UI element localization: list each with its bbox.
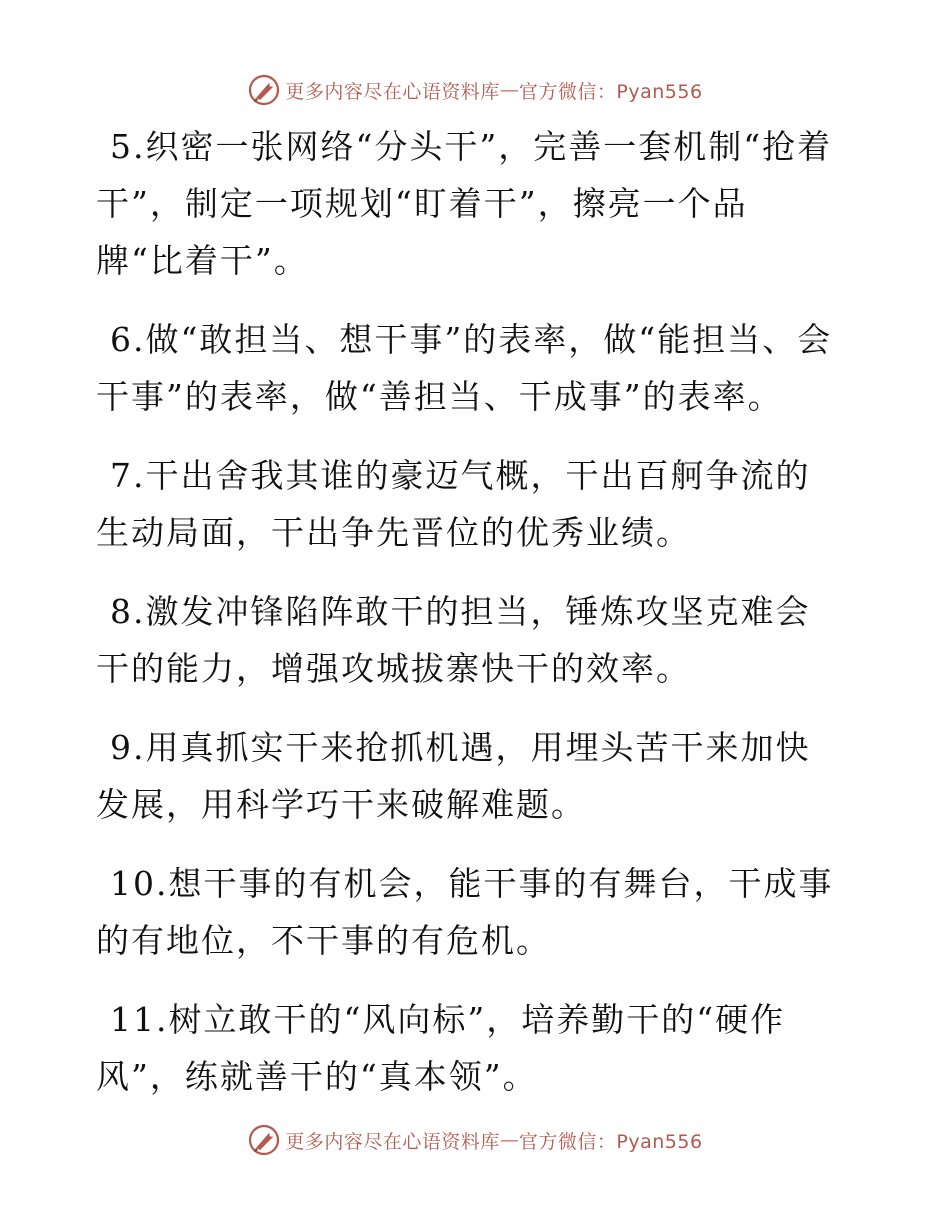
item-number: 7.: [110, 456, 146, 495]
footer-watermark: [0, 1120, 950, 1160]
item-number: 8.: [110, 592, 146, 631]
item-text: 用真抓实干来抢抓机遇，用埋头苦干来加快发展，用科学巧干来破解难题。: [96, 728, 811, 824]
item-number: 10.: [110, 864, 169, 903]
list-item: [96, 719, 836, 833]
item-number: 9.: [110, 728, 146, 767]
item-text: 想干事的有机会，能干事的有舞台，干成事的有地位，不干事的有危机。: [96, 864, 834, 960]
watermark-wechat: 官方微信：Pyan556: [518, 1130, 703, 1153]
pen-logo-icon: [247, 73, 281, 107]
list-item: [96, 583, 836, 697]
item-number: 11.: [110, 1000, 169, 1039]
watermark-separator: —: [499, 79, 519, 101]
list-item: [96, 991, 836, 1105]
watermark-wechat: 官方微信：Pyan556: [518, 80, 703, 103]
item-text: 激发冲锋陷阵敢干的担当，锤炼攻坚克难会干的能力，增强攻城拔寨快干的效率。: [96, 592, 811, 688]
watermark-text: 更多内容尽在心语资料库: [285, 80, 500, 103]
watermark-text: 更多内容尽在心语资料库: [285, 1130, 500, 1153]
list-item: [96, 311, 836, 425]
list-item: [96, 118, 836, 289]
item-number: 5.: [110, 127, 146, 166]
document-body: [96, 118, 836, 1127]
item-text: 织密一张网络“分头干”，完善一套机制“抢着干”，制定一项规划“盯着干”，擦亮一个品牌“比着干”。: [96, 127, 833, 280]
header-watermark: [0, 70, 950, 110]
item-text: 树立敢干的“风向标”，培养勤干的“硬作风”，练就善干的“真本领”。: [96, 1000, 786, 1096]
watermark-separator: —: [499, 1129, 519, 1151]
pen-logo-icon: [247, 1123, 281, 1157]
item-text: 干出舍我其谁的豪迈气概，干出百舸争流的生动局面，干出争先晋位的优秀业绩。: [96, 456, 811, 552]
item-text: 做“敢担当、想干事”的表率，做“能担当、会干事”的表率，做“善担当、干成事”的表率。: [96, 320, 833, 416]
item-number: 6.: [110, 320, 146, 359]
list-item: [96, 447, 836, 561]
list-item: [96, 855, 836, 969]
